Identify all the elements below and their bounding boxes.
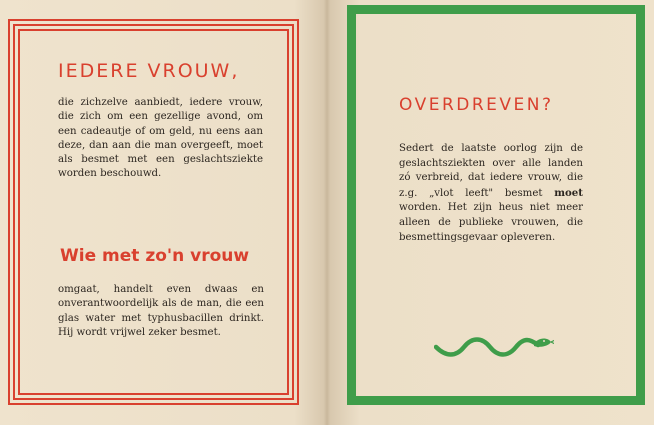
left-paragraph-1: die zichzelve aanbiedt, iedere vrouw, die zich om een gezellige avond, om een cadeautje of om geld, nu eens aan deze, dan aan die man overgeeft, moet als besmet met een geslachtsziekte worden beschouwd.: [58, 97, 263, 180]
snake-icon: [434, 327, 554, 361]
right-heading: OVERDREVEN?: [399, 95, 554, 115]
right-paragraph-end: worden. Het zijn heus niet meer alleen de publieke vrouwen, die besmettingsgevaar opleveren.: [399, 202, 583, 243]
right-paragraph-start: Sedert de laatste oorlog zijn de geslachtsziekten over alle landen zó verbreid, dat iedere vrouw, die z.g. „vlot leeft" besmet: [399, 143, 583, 199]
right-paragraph: [399, 142, 583, 245]
left-subheading: Wie met zo'n vrouw: [60, 246, 250, 266]
right-page: [327, 0, 654, 425]
left-paragraph-2: omgaat, handelt even dwaas en onverantwoordelijk als de man, die een glas water met typhusbacillen drinkt. Hij wordt vrijwel zeker besmet.: [58, 284, 264, 338]
right-paragraph-bold: moet: [554, 186, 583, 199]
left-heading: IEDERE VROUW,: [58, 60, 240, 82]
